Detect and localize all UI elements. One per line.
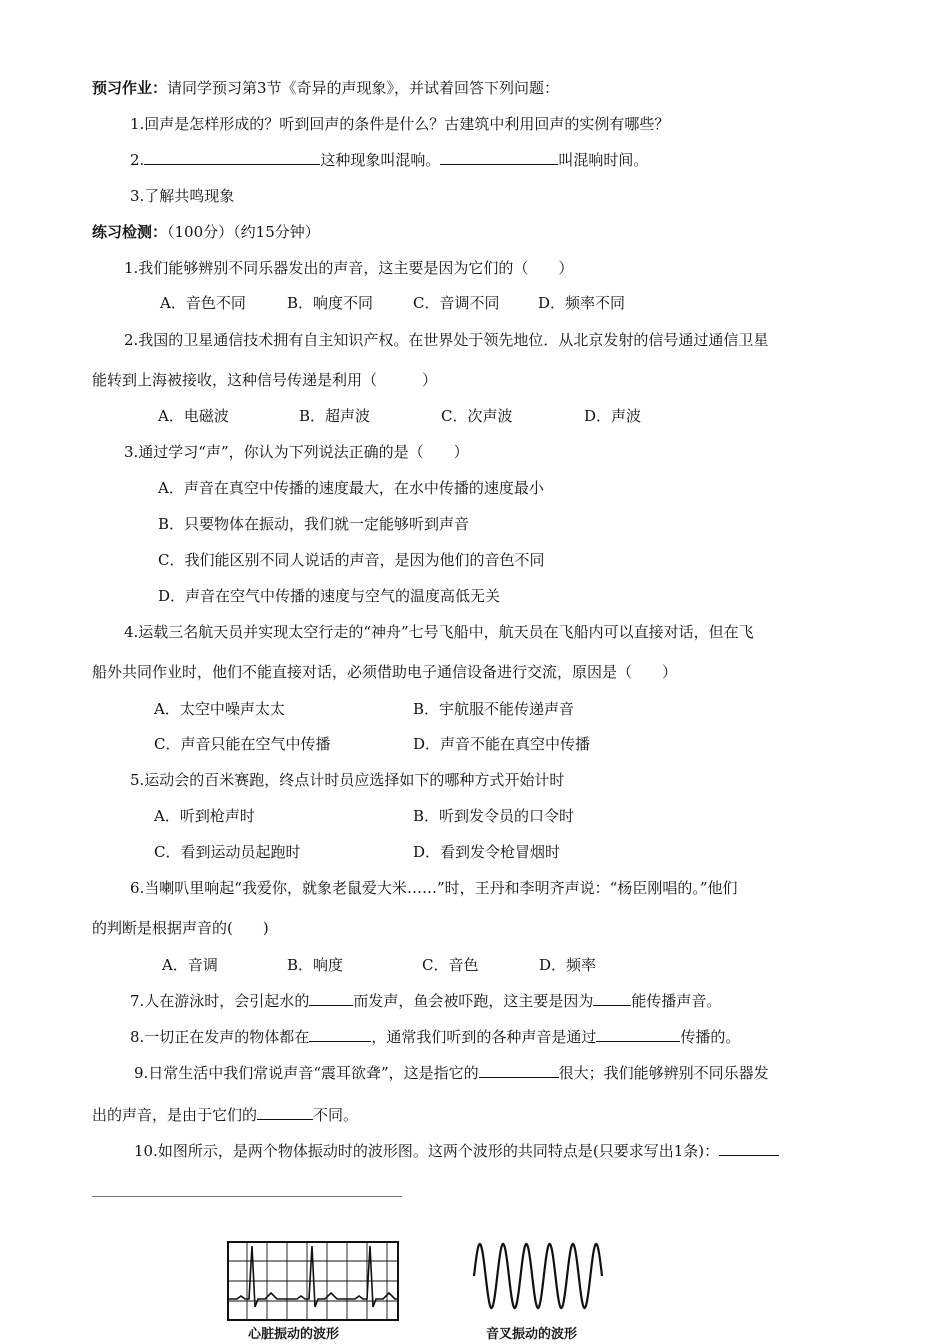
q2-option-c[interactable]: C．次声波 [441, 407, 513, 425]
q1-option-d[interactable]: D．频率不同 [538, 294, 626, 312]
q8-text-b: ，通常我们听到的各种声音是通过 [371, 1028, 597, 1046]
question-9-line2 [92, 1105, 358, 1125]
preview-q1: 1.回声是怎样形成的？听到回声的条件是什么？古建筑中利用回声的实例有哪些？ [130, 115, 670, 133]
q3-option-a[interactable]: A．声音在真空中传播的速度最大，在水中传播的速度最小 [158, 479, 544, 497]
answer-line[interactable] [92, 1196, 402, 1197]
q8-text-c: 传播的。 [680, 1028, 741, 1046]
answer-blank[interactable] [440, 150, 558, 165]
q6-option-d[interactable]: D．频率 [539, 956, 597, 974]
q9-text-b: 很大；我们能够辨别不同乐器发 [558, 1064, 769, 1082]
heart-waveform-caption: 心脏振动的波形 [248, 1327, 340, 1342]
q4-option-b[interactable]: B．宇航服不能传递声音 [413, 700, 575, 718]
q6-option-b[interactable]: B．响度 [287, 956, 344, 974]
question-6-line1: 6.当喇叭里响起“我爱你，就象老鼠爱大米……”时，王丹和李明齐声说：“杨臣刚唱的。”他们 [130, 879, 738, 897]
answer-blank[interactable] [719, 1141, 779, 1156]
q5-option-c[interactable]: C．看到运动员起跑时 [154, 843, 301, 861]
q1-option-c[interactable]: C．音调不同 [413, 294, 500, 312]
q2-option-a[interactable]: A．电磁波 [158, 407, 229, 425]
answer-blank[interactable] [479, 1063, 559, 1078]
answer-blank[interactable] [257, 1105, 313, 1120]
question-3: 3.通过学习“声”，你认为下列说法正确的是（ ） [124, 443, 469, 461]
q3-option-b[interactable]: B．只要物体在振动，我们就一定能够听到声音 [158, 515, 470, 533]
heart-waveform-figure [227, 1241, 399, 1321]
q4-option-a[interactable]: A．太空中噪声太太 [154, 700, 285, 718]
practice-label: 练习检测： [92, 223, 168, 241]
question-1: 1.我们能够辨别不同乐器发出的声音，这主要是因为它们的（ ） [124, 259, 574, 277]
q8-text-a: 8.一切正在发声的物体都在 [130, 1028, 310, 1046]
answer-blank[interactable] [596, 1027, 680, 1042]
answer-blank[interactable] [309, 991, 353, 1006]
q5-option-d[interactable]: D．看到发令枪冒烟时 [413, 843, 561, 861]
q1-option-b[interactable]: B．响度不同 [287, 294, 374, 312]
q7-text-a: 7.人在游泳时，会引起水的 [130, 992, 310, 1010]
preview-label: 预习作业： [92, 79, 168, 97]
q5-option-a[interactable]: A．听到枪声时 [154, 807, 255, 825]
preview-q2 [130, 150, 648, 170]
tuning-fork-waveform-caption: 音叉振动的波形 [486, 1327, 578, 1342]
answer-blank[interactable] [593, 991, 631, 1006]
q2-option-d[interactable]: D．声波 [584, 407, 642, 425]
q5-option-b[interactable]: B．听到发令员的口令时 [413, 807, 575, 825]
question-7 [130, 991, 721, 1011]
q10-text: 10.如图所示，是两个物体振动时的波形图。这两个波形的共同特点是(只要求写出1条)： [134, 1142, 720, 1160]
tuning-fork-waveform-figure [472, 1240, 604, 1312]
answer-blank[interactable] [144, 150, 320, 165]
q4-option-c[interactable]: C．声音只能在空气中传播 [154, 735, 331, 753]
q2-option-b[interactable]: B．超声波 [299, 407, 371, 425]
q7-text-c: 能传播声音。 [631, 992, 722, 1010]
preview-q3: 3.了解共鸣现象 [130, 187, 235, 205]
q9-text-a: 9.日常生活中我们常说声音“震耳欲聋”，这是指它的 [134, 1064, 479, 1082]
preview-q2-mid: 这种现象叫混响。 [320, 151, 441, 169]
q7-text-b: 而发声，鱼会被吓跑，这主要是因为 [353, 992, 594, 1010]
practice-line [92, 222, 320, 242]
q6-option-a[interactable]: A．音调 [162, 956, 218, 974]
q9-text-c: 出的声音，是由于它们的 [92, 1106, 258, 1124]
question-4-line1: 4.运载三名航天员并实现太空行走的“神舟”七号飞船中，航天员在飞船内可以直接对话，但在飞 [124, 623, 754, 641]
question-8 [130, 1027, 740, 1047]
question-10 [134, 1141, 779, 1161]
preview-q2-end: 叫混响时间。 [558, 151, 649, 169]
q9-text-d: 不同。 [313, 1106, 359, 1124]
question-9-line1 [134, 1063, 769, 1083]
practice-meta: （100分）（约15分钟） [167, 223, 320, 241]
question-5: 5.运动会的百米赛跑，终点计时员应选择如下的哪种方式开始计时 [130, 771, 565, 789]
preview-q2-num: 2. [130, 151, 145, 169]
q1-option-a[interactable]: A．音色不同 [160, 294, 246, 312]
q3-option-c[interactable]: C．我们能区别不同人说话的声音，是因为他们的音色不同 [158, 551, 545, 569]
question-2-line1: 2.我国的卫星通信技术拥有自主知识产权。在世界处于领先地位．从北京发射的信号通过通信卫星 [124, 331, 769, 349]
q4-option-d[interactable]: D．声音不能在真空中传播 [413, 735, 591, 753]
question-4-line2: 船外共同作业时，他们不能直接对话，必须借助电子通信设备进行交流，原因是（ ） [92, 663, 678, 681]
question-2-line2: 能转到上海被接收，这种信号传递是利用（ ） [92, 371, 438, 389]
answer-blank[interactable] [309, 1027, 371, 1042]
q3-option-d[interactable]: D．声音在空气中传播的速度与空气的温度高低无关 [158, 587, 501, 605]
q6-option-c[interactable]: C．音色 [422, 956, 479, 974]
preview-intro: 请同学预习第3节《奇异的声现象》，并试着回答下列问题： [167, 79, 560, 97]
preview-line [92, 78, 559, 98]
question-6-line2: 的判断是根据声音的( ) [92, 919, 269, 937]
